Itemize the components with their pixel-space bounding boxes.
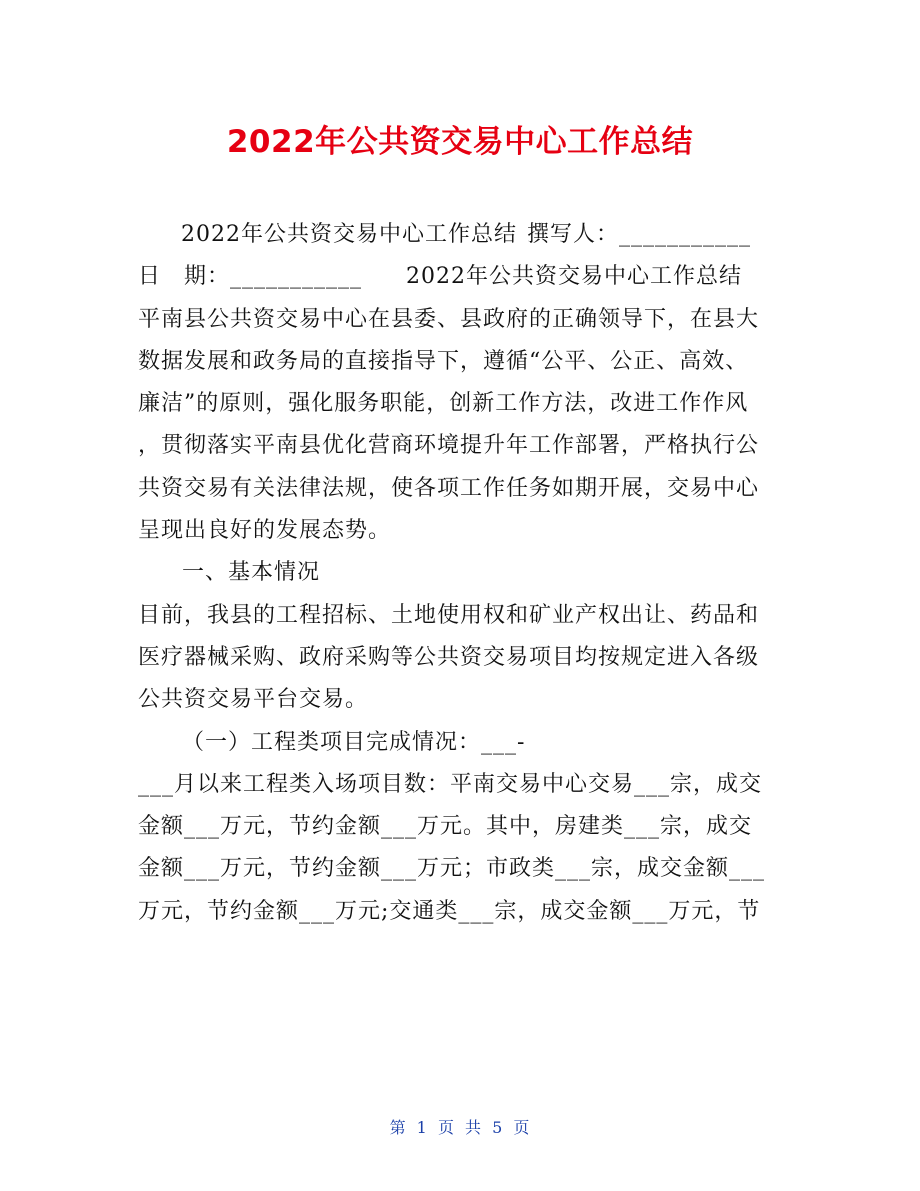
author-label: 撰写人：___________: [527, 222, 752, 247]
section-heading: 一、基本情况: [182, 560, 321, 586]
paragraph-line: ，贯彻落实平南县优化营商环境提升年工作部署，严格执行公: [138, 433, 760, 459]
paragraph-line: 目前，我县的工程招标、土地使用权和矿业产权出让、药品和: [138, 602, 760, 628]
header-line-1: [138, 214, 788, 256]
paragraph-line: ___月以来工程类入场项目数：平南交易中心交易___宗，成交: [138, 771, 763, 797]
document-title: 2022年公共资交易中心工作总结: [226, 124, 694, 160]
paragraph-line: 廉洁”的原则，强化服务职能，创新工作方法，改进工作作风: [138, 391, 749, 417]
paragraph-line: 平南县公共资交易中心在县委、县政府的正确领导下，在县大: [138, 306, 760, 332]
paragraph-line: 数据发展和政务局的直接指导下，遵循“公平、公正、高效、: [138, 348, 749, 374]
paragraph-line: 呈现出良好的发展态势。: [138, 518, 392, 544]
paragraph-line: 共资交易有关法律法规，使各项工作任务如期开展，交易中心: [138, 475, 760, 501]
paragraph-line: 金额___万元，节约金额___万元；市政类___宗，成交金额___: [138, 856, 766, 882]
date-label: 日 期：___________: [138, 264, 363, 290]
header-title-ref: 2022年公共资交易中心工作总结: [181, 222, 517, 247]
paragraph-line: 医疗器械采购、政府采购等公共资交易项目均按规定进入各级: [138, 644, 760, 670]
paragraph-line: 公共资交易平台交易。: [138, 687, 369, 713]
document-body: [138, 214, 788, 933]
header-title-ref-2: 2022年公共资交易中心工作总结: [406, 264, 743, 290]
paragraph-line: 金额___万元，节约金额___万元。其中，房建类___宗，成交: [138, 814, 753, 840]
subsection-heading: （一）工程类项目完成情况：___-: [182, 729, 526, 755]
paragraph-line: 万元，节约金额___万元;交通类___宗，成交金额___万元，节: [138, 898, 761, 924]
header-line-2: [138, 256, 788, 298]
page-footer: 第 1 页 共 5 页: [389, 1118, 531, 1137]
